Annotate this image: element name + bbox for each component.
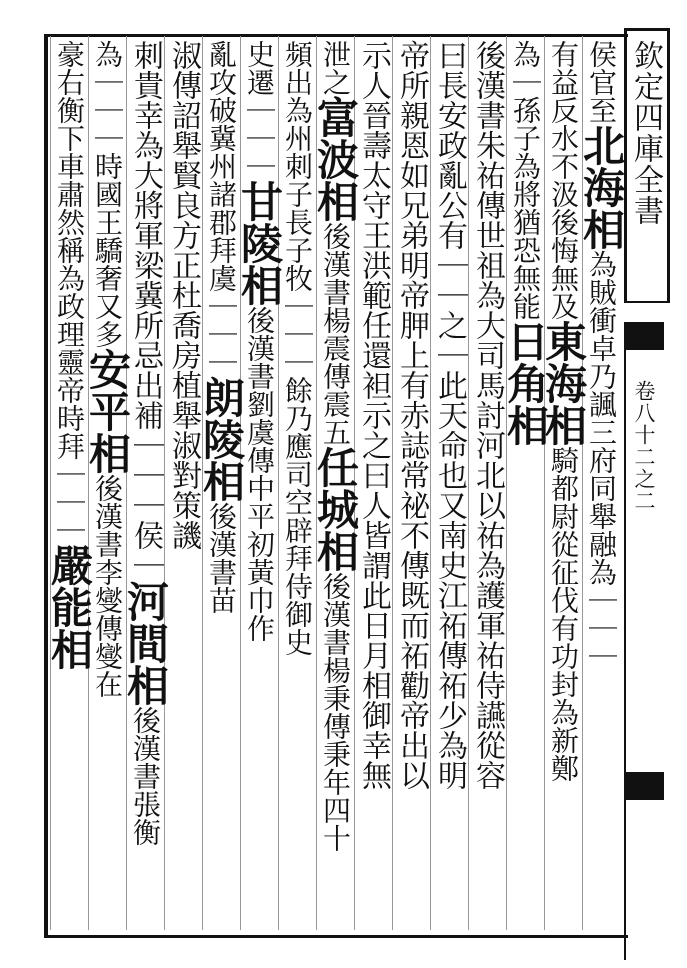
margin-rule-lower xyxy=(624,800,626,960)
column-text: 後漢書劉虞傳中平初黃巾作 xyxy=(243,306,276,642)
column-text: 後漢書苗 xyxy=(205,502,238,614)
margin-rule xyxy=(624,350,626,772)
text-column xyxy=(45,40,94,928)
text-column xyxy=(311,40,360,928)
column-text: 史遷｜｜｜ xyxy=(243,40,276,180)
column-text: 示人晉壽太守王洪範任還袒示之曰人皆謂此日月相御幸無 xyxy=(356,40,391,790)
office-heading: 日角相 xyxy=(501,320,550,446)
column-text: 後漢書楊秉傳秉年四十 xyxy=(319,572,352,852)
column-text: 餘乃應司空辟拜侍御史 xyxy=(281,376,314,656)
column-text: 後漢書朱祐傳世祖為大司馬討河北以祐為護軍祐侍讌從容 xyxy=(470,40,505,790)
office-heading: 富波相 xyxy=(311,96,360,222)
office-heading: 嚴能相 xyxy=(45,544,94,670)
text-column xyxy=(577,40,626,928)
column-text: 泄之 xyxy=(319,40,352,96)
text-column xyxy=(501,40,550,928)
column-text: 淑傳詔舉賢良方正杜喬房植舉淑對策譏 xyxy=(166,40,201,550)
text-column xyxy=(470,40,504,928)
text-column xyxy=(83,40,132,928)
text-column xyxy=(432,40,466,928)
column-text: 為賊衝卓乃諷三府同舉融為｜｜｜ xyxy=(585,250,618,670)
office-heading: 任城相 xyxy=(311,446,360,572)
text-column xyxy=(121,40,170,928)
column-text: 五 xyxy=(319,418,352,446)
fishtail-mark-lower xyxy=(624,772,664,800)
office-heading: 甘陵相 xyxy=(235,180,284,306)
text-column xyxy=(539,40,588,928)
column-text: 刺貴幸為大將軍梁冀所忌出補｜｜｜侯｜ xyxy=(128,40,163,580)
column-text: 為｜孫子為將猶恐無能 xyxy=(509,40,542,320)
column-text: 帝所親恩如兄弟明帝胛上有赤誌常祕不傳既而祏勸帝出以 xyxy=(394,40,429,790)
book-title: 欽定四庫全書 xyxy=(628,40,663,226)
office-heading: 朗陵相 xyxy=(197,376,246,502)
column-text: 子長子牧｜｜｜ xyxy=(281,180,314,376)
section-label: 卷八十二之二 xyxy=(632,380,656,512)
column-text: 曰長安政亂公有｜｜之｜此天命也又南史江祏傳祏少為明 xyxy=(432,40,467,790)
text-column xyxy=(280,40,314,928)
column-text: 騎都尉從征伐有功封為新鄭 xyxy=(547,446,580,782)
text-column xyxy=(394,40,428,928)
column-text: 後漢書張衡 xyxy=(129,706,162,846)
office-heading: 東海相 xyxy=(539,320,588,446)
column-text: 頻出為州刺 xyxy=(281,40,314,180)
fishtail-mark xyxy=(624,322,664,350)
column-text: 後漢書楊震傳震 xyxy=(319,222,352,418)
column-text: 亂攻破冀州諸郡拜虞｜｜｜ xyxy=(205,40,238,376)
column-text: 靈帝時拜｜｜｜ xyxy=(53,348,86,544)
column-text: 後漢書李燮傳燮在 xyxy=(91,474,124,698)
column-text: 豪右衡下車肅然稱為政理 xyxy=(53,40,86,348)
column-text: 為｜｜｜時國王驕奢又多 xyxy=(91,40,124,348)
text-column xyxy=(197,40,246,928)
column-text: 有益反水不汲後悔無及 xyxy=(547,40,580,320)
office-heading: 北海相 xyxy=(577,124,626,250)
office-heading: 河間相 xyxy=(121,580,170,706)
text-column xyxy=(356,40,390,928)
office-heading: 安平相 xyxy=(83,348,132,474)
text-column xyxy=(166,40,200,928)
column-text: 侯官至 xyxy=(585,40,618,124)
text-column xyxy=(235,40,284,928)
